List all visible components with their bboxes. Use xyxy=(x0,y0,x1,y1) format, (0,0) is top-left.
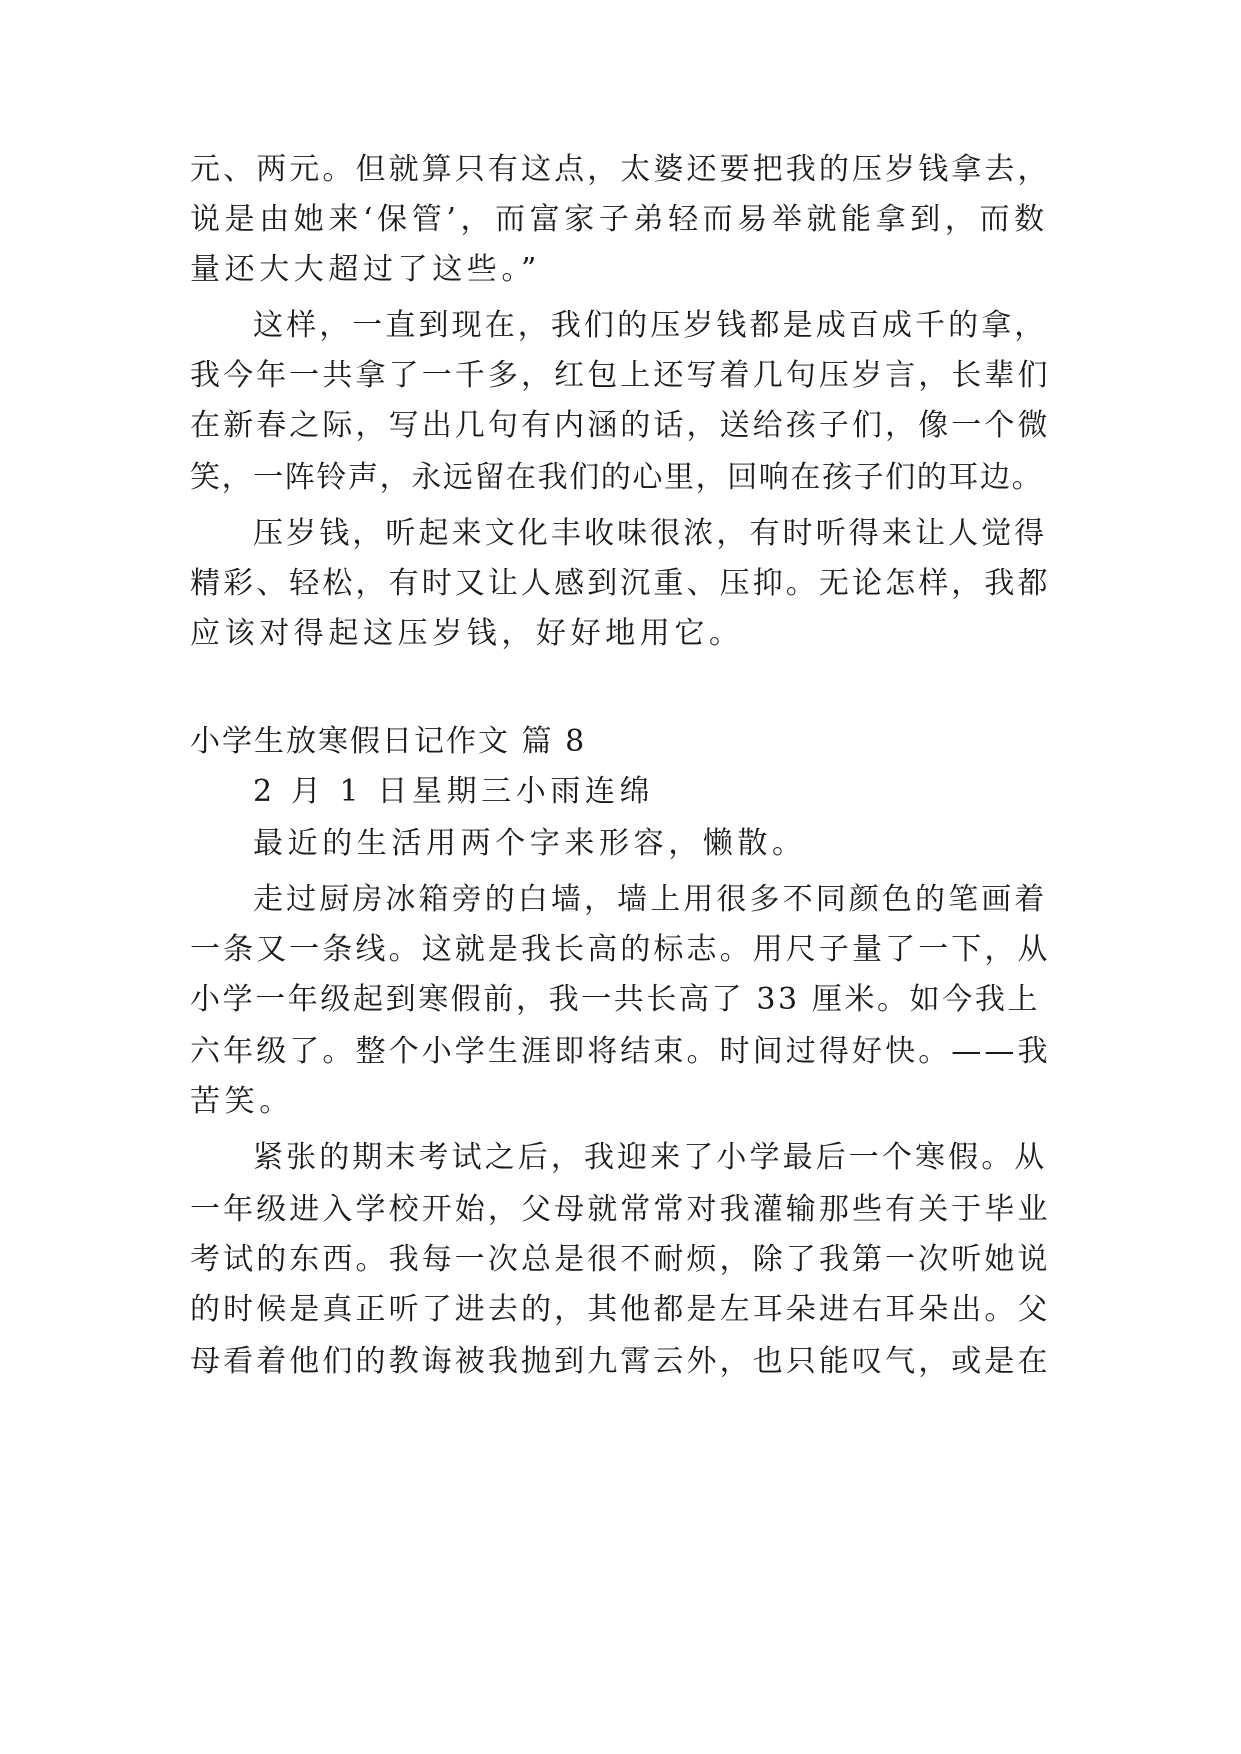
text-line: 在新春之际，写出几句有内涵的话，送给孩子们，像一个微 xyxy=(190,408,1051,443)
text-line: 笑，一阵铃声，永远留在我们的心里，回响在孩子们的耳边。 xyxy=(190,460,1044,495)
paragraph-start-line: 压岁钱，听起来文化丰收味很浓，有时听得来让人觉得 xyxy=(253,516,1048,551)
text-line: 的时候是真正听了进去的，其他都是左耳朵进右耳朵出。父 xyxy=(190,1292,1051,1327)
paragraph-start-line: 紧张的期末考试之后，我迎来了小学最后一个寒假。从 xyxy=(253,1140,1048,1175)
section-title: 小学生放寒假日记作文 篇 8 xyxy=(190,724,587,759)
text-line: 考试的东西。我每一次总是很不耐烦，除了我第一次听她说 xyxy=(190,1242,1051,1277)
text-line: 我今年一共拿了一千多，红包上还写着几句压岁言，长辈们 xyxy=(190,358,1051,393)
text-line: 一条又一条线。这就是我长高的标志。用尺子量了一下，从 xyxy=(190,932,1051,967)
paragraph-start-line: 这样，一直到现在，我们的压岁钱都是成百成千的拿， xyxy=(253,308,1048,343)
paragraph-start-line: 走过厨房冰箱旁的白墙，墙上用很多不同颜色的笔画着 xyxy=(253,882,1048,917)
text-line: 应该对得起这压岁钱，好好地用它。 xyxy=(190,616,744,651)
text-line: 苦笑。 xyxy=(190,1084,294,1119)
text-line: 元、两元。但就算只有这点，太婆还要把我的压岁钱拿去， xyxy=(190,152,1051,187)
text-line: 量还大大超过了这些。” xyxy=(190,252,541,287)
paragraph-start-line: 最近的生活用两个字来形容，懒散。 xyxy=(253,826,807,861)
text-line: 说是由她来‘保管’，而富家子弟轻而易举就能拿到，而数 xyxy=(190,202,1049,237)
text-line: 母看着他们的教诲被我抛到九霄云外，也只能叹气，或是在 xyxy=(190,1344,1051,1379)
text-line: 一年级进入学校开始，父母就常常对我灌输那些有关于毕业 xyxy=(190,1192,1051,1227)
text-line: 精彩、轻松，有时又让人感到沉重、压抑。无论怎样，我都 xyxy=(190,566,1051,601)
date-line: 2 月 1 日星期三小雨连绵 xyxy=(253,774,655,809)
text-line: 小学一年级起到寒假前，我一共长高了 33 厘米。如今我上 xyxy=(190,982,1041,1017)
text-line: 六年级了。整个小学生涯即将结束。时间过得好快。——我 xyxy=(190,1034,1051,1069)
